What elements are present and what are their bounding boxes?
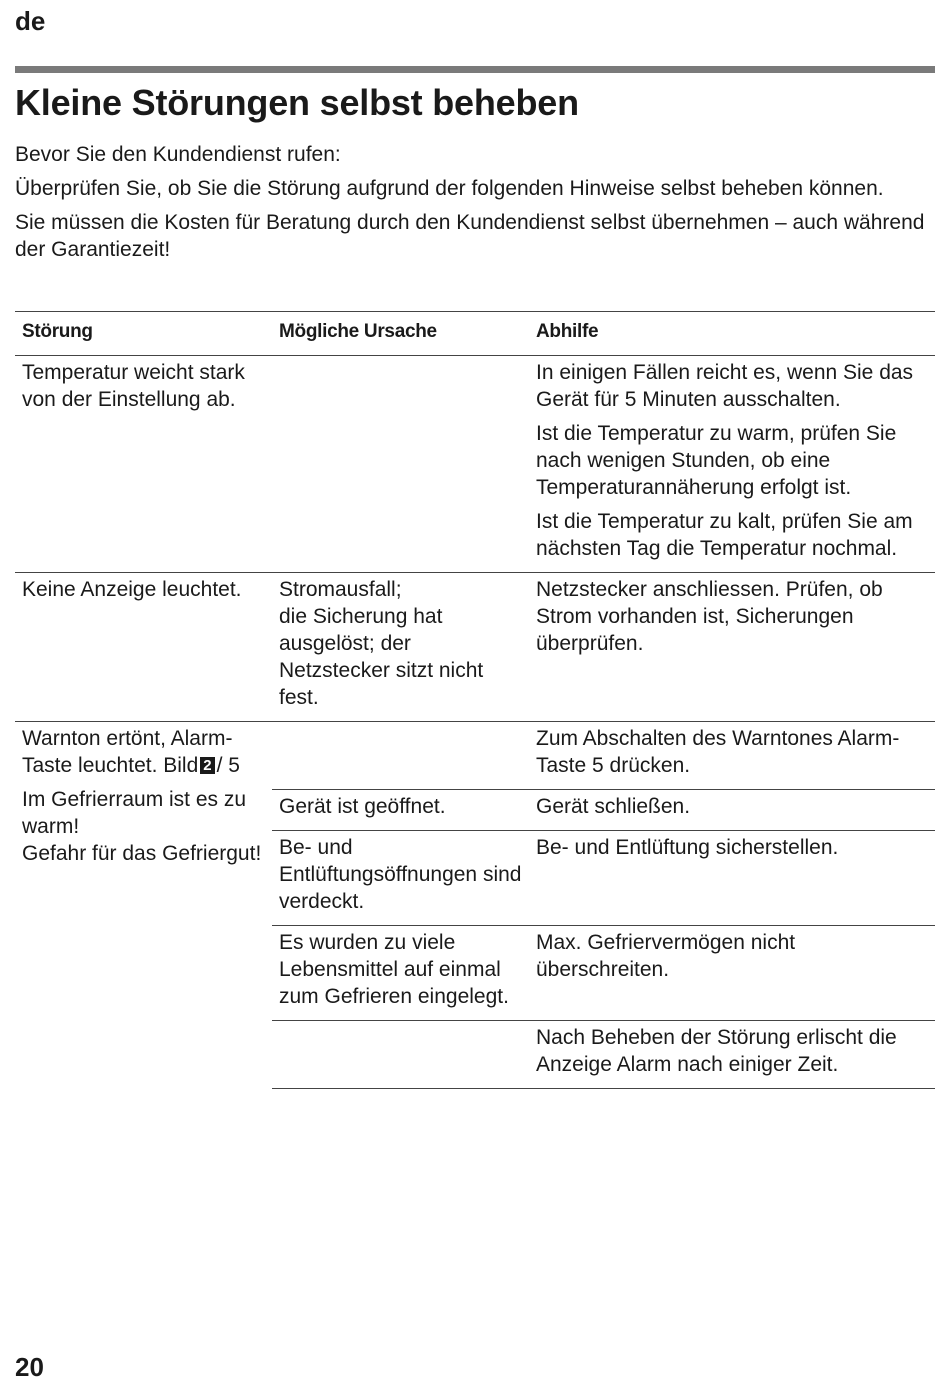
fault-cell bbox=[15, 722, 272, 1089]
remedy-cell: Be- und Entlüftung sicherstellen. bbox=[529, 831, 935, 926]
cause-text: Stromausfall; bbox=[279, 578, 402, 601]
figure-number-badge: 2 bbox=[200, 757, 214, 774]
fault-cell: Temperatur weicht stark von der Einstellung ab. bbox=[15, 356, 272, 573]
cause-cell: Es wurden zu viele Lebensmittel auf einmal zum Gefrieren eingelegt. bbox=[272, 926, 529, 1021]
cause-cell: Be- und Entlüftungsöffnungen sind verdeckt. bbox=[272, 831, 529, 926]
cause-cell bbox=[272, 1021, 529, 1089]
remedy-cell: Max. Gefriervermögen nicht überschreiten. bbox=[529, 926, 935, 1021]
cause-cell bbox=[272, 356, 529, 573]
header-rule bbox=[15, 66, 935, 73]
remedy-cell: Nach Beheben der Störung erlischt die Anzeige Alarm nach einiger Zeit. bbox=[529, 1021, 935, 1089]
troubleshooting-table bbox=[15, 311, 935, 1089]
column-header-fault: Störung bbox=[15, 312, 272, 356]
page-title: Kleine Störungen selbst beheben bbox=[15, 82, 579, 123]
fault-text: Gefahr für das Gefriergut! bbox=[22, 842, 262, 865]
remedy-cell: Netzstecker anschliessen. Prüfen, ob Strom vorhanden ist, Sicherungen überprüfen. bbox=[529, 573, 935, 722]
table-header-row bbox=[15, 312, 935, 356]
intro-text bbox=[15, 141, 935, 270]
remedy-text: In einigen Fällen reicht es, wenn Sie das Gerät für 5 Minuten ausschalten. bbox=[536, 361, 914, 411]
remedy-cell: Zum Abschalten des Warntones Alarm-Taste 5 drücken. bbox=[529, 722, 935, 790]
column-header-remedy: Abhilfe bbox=[529, 312, 935, 356]
intro-paragraph: Sie müssen die Kosten für Beratung durch den Kundendienst selbst übernehmen – auch während der Garantiezeit! bbox=[15, 211, 925, 261]
fault-text: Im Gefrierraum ist es zu warm! bbox=[22, 788, 247, 838]
fault-text-part: / 5 bbox=[216, 754, 240, 777]
cause-cell: Gerät ist geöffnet. bbox=[272, 790, 529, 831]
table-row bbox=[15, 573, 935, 722]
remedy-text: Ist die Temperatur zu kalt, prüfen Sie am nächsten Tag die Temperatur nochmal. bbox=[536, 510, 913, 560]
page-number: 20 bbox=[15, 1352, 44, 1382]
table-row bbox=[15, 356, 935, 573]
fault-text-part: Warnton ertönt, Alarm-Taste leuchtet. Bild bbox=[22, 727, 233, 777]
table-row bbox=[15, 722, 935, 790]
remedy-text: Ist die Temperatur zu warm, prüfen Sie nach wenigen Stunden, ob eine Temperaturannäherung erfolgt ist. bbox=[536, 422, 897, 499]
remedy-cell bbox=[529, 356, 935, 573]
language-label: de bbox=[15, 6, 46, 36]
cause-text: die Sicherung hat ausgelöst; der Netzstecker sitzt nicht fest. bbox=[279, 605, 484, 709]
intro-paragraph: Überprüfen Sie, ob Sie die Störung aufgrund der folgenden Hinweise selbst beheben können. bbox=[15, 177, 884, 200]
cause-cell bbox=[272, 722, 529, 790]
fault-text bbox=[22, 725, 265, 779]
column-header-cause: Mögliche Ursache bbox=[272, 312, 529, 356]
remedy-cell: Gerät schließen. bbox=[529, 790, 935, 831]
intro-paragraph: Bevor Sie den Kundendienst rufen: bbox=[15, 143, 341, 166]
fault-cell: Keine Anzeige leuchtet. bbox=[15, 573, 272, 722]
cause-cell bbox=[272, 573, 529, 722]
